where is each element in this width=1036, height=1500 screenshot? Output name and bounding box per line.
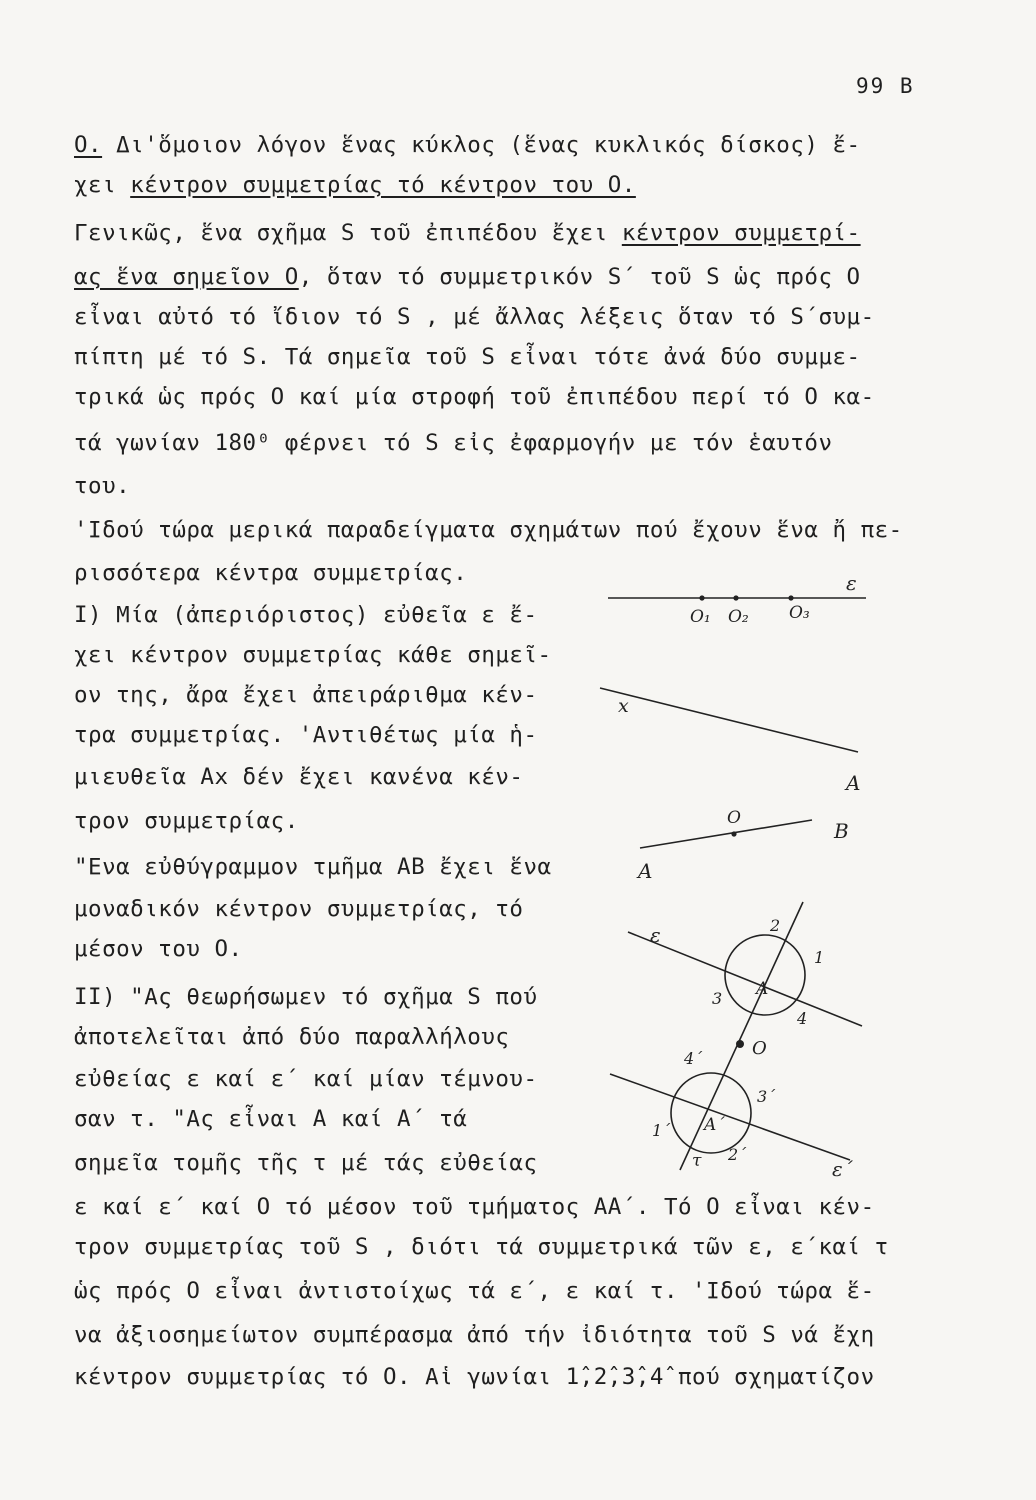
label-tau: τ [692,1151,702,1171]
line-text: τρικά ὡς πρός O καί μία στροφή τοῦ ἐπιπέδου περί τό O κα- [74,384,875,410]
label-a-segment: A [638,859,653,883]
line-epsilon-upper [628,932,862,1026]
line-text: ὡς πρός O εἶναι ἀντιστοίχως τά ε΄, ε καί τ. 'Ιδού τώρα ἕ- [74,1278,875,1304]
line-text: ον της, ἄρα ἔχει ἀπειράριθμα κέν- [74,682,538,708]
line-text: μέσον του O. [74,936,243,962]
label-o2: O₂ [728,607,749,627]
line-text: τά γωνίαν 180⁰ φέρνει τό S εἰς ἐφαρμογήν με τόν ἑαυτόν [74,430,833,456]
point-o3 [788,595,793,600]
label-o3: O₃ [789,603,810,623]
point-o-center [736,1040,744,1048]
line-text: I) Μία (ἀπεριόριστος) εὐθεῖα ε ἔ- [74,602,538,628]
label-o1: O₁ [690,607,711,627]
line-text: Γενικῶς, ἕνα σχῆμα S τοῦ ἐπιπέδου ἔχει [74,220,622,246]
underlined-text: O. [74,132,103,158]
point-o-segment [731,831,736,836]
line-text: σαν τ. "Ας εἶναι A καί A΄ τά [74,1106,468,1132]
label-angle-2-prime: 2΄ [728,1145,747,1164]
line-text: εὐθείας ε καί ε΄ καί μίαν τέμνου- [74,1066,538,1092]
underlined-text: ας ἕνα σημεῖον O [74,264,299,290]
line-text: ἀποτελεῖται ἀπό δύο παραλλήλους [74,1024,510,1050]
label-angle-4-prime: 4΄ [684,1049,703,1068]
label-angle-1: 1 [814,948,825,967]
label-a-ray: A [846,771,861,795]
line-text: II) "Ας θεωρήσωμεν τό σχῆμα S πού [74,984,538,1010]
underlined-text: κέντρον συμμετρί- [621,220,861,246]
line-text: 'Ιδού τώρα μερικά παραδείγματα σχημάτων πού ἔχουν ἕνα ἤ πε- [74,517,903,543]
line-text: εἶναι αὐτό τό ἴδιον τό S , μέ ἄλλας λέξεις ὅταν τό S΄συμ- [74,304,875,330]
label-o-segment: O [727,808,741,828]
label-angle-4: 4 [797,1009,808,1028]
line-text: χει κέντρον συμμετρίας κάθε σημεῖ- [74,642,552,668]
line-text: , ὅταν τό συμμετρικόν S΄ τοῦ S ὡς πρός O [298,264,861,290]
line-text: Δι'ὅμοιον λόγον ἕνας κύκλος (ἕνας κυκλικός δίσκος) ἔ- [102,132,861,158]
label-a-prime-center: A΄ [704,1115,725,1135]
label-angle-3-prime: 3΄ [757,1087,776,1106]
underlined-text: κέντρον συμμετρίας τό κέντρον του O. [130,172,636,198]
label-b-segment: B [834,819,849,843]
line-text: κέντρον συμμετρίας τό O. Αἱ γωνίαι 1̂,2̂,3̂,4̂ πού σχηματίζον [74,1364,875,1390]
line-text: τρα συμμετρίας. 'Αντιθέτως μία ἡ- [74,722,538,748]
line-text: να ἀξιοσημείωτον συμπέρασμα ἀπό τήν ἰδιότητα τοῦ S νά ἔχη [74,1322,875,1348]
point-o2 [733,595,738,600]
label-angle-2: 2 [770,916,781,935]
line-text: σημεῖα τομῆς τῆς τ μέ τάς εὐθείας [74,1150,538,1176]
label-epsilon: ε [846,571,857,595]
line-text: τρον συμμετρίας τοῦ S , διότι τά συμμετρικά τῶν ε, ε΄καί τ [74,1234,889,1260]
ray-ax [600,688,858,752]
line-text: τρον συμμετρίας. [74,808,299,834]
figure-line-epsilon [608,571,866,627]
line-text: ε καί ε΄ καί O τό μέσον τοῦ τμήματος AA΄. Τό O εἶναι κέν- [74,1194,875,1220]
line-text: μιευθεῖα Ax δέν ἔχει κανένα κέν- [74,764,524,790]
line-text: ρισσότερα κέντρα συμμετρίας. [74,560,468,586]
circle-a-prime [671,1073,751,1153]
line-text: του. [74,473,131,499]
label-o-center: O [752,1038,767,1059]
segment-ab [640,820,812,848]
label-angle-3: 3 [712,989,723,1008]
page-number: 99 B [856,74,915,98]
label-angle-1-prime: 1΄ [652,1121,671,1140]
line-text: μοναδικόν κέντρον συμμετρίας, τό [74,896,524,922]
line-text: "Ενα εὐθύγραμμον τμῆμα AB ἔχει ἕνα [74,854,552,880]
label-epsilon-upper: ε [650,923,661,947]
line-text: πίπτη μέ τό S. Τά σημεῖα τοῦ S εἶναι τότε ἀνά δύο συμμε- [74,344,861,370]
point-o1 [699,595,704,600]
label-a-center: A [756,979,769,999]
label-x: x [618,695,629,717]
line-text: χει [74,172,131,198]
figure-parallels [610,902,862,1181]
figure-segment [636,808,849,883]
label-epsilon-prime: ε΄ [832,1157,853,1181]
figure-ray [600,688,860,795]
